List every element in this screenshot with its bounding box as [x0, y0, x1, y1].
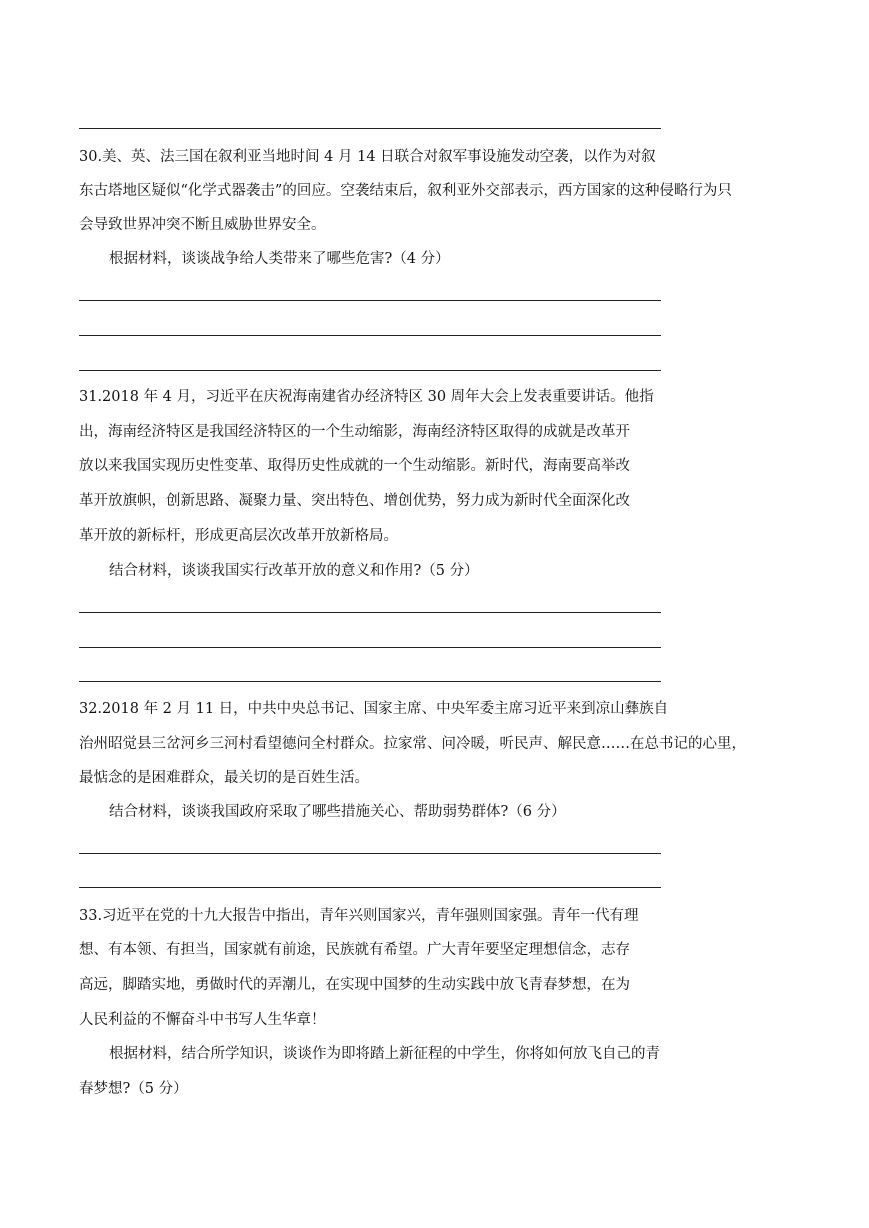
answer-line — [79, 128, 661, 129]
q30-answer-line-3 — [79, 370, 661, 371]
q33-line-1: 33.习近平在党的十九大报告中指出，青年兴则国家兴，青年强则国家强。青年一代有理 — [79, 908, 639, 924]
q33-prompt-line-2: 春梦想?（5 分） — [79, 1081, 188, 1097]
q30-line-2: 东古塔地区疑似“化学式器袭击”的回应。空袭结束后，叙利亚外交部表示，西方国家的这种侵略行为只 — [79, 183, 732, 199]
q31-line-5: 革开放的新标杆，形成更高层次改革开放新格局。 — [79, 528, 398, 544]
q32-answer-line-2 — [79, 887, 661, 888]
q32-prompt: 结合材料，谈谈我国政府采取了哪些措施关心、帮助弱势群体?（6 分） — [109, 804, 566, 820]
q30-answer-line-1 — [79, 300, 661, 301]
q33-line-3: 高远，脚踏实地，勇做时代的弄潮儿，在实现中国梦的生动实践中放飞青春梦想，在为 — [79, 977, 630, 993]
q32-line-2: 治州昭觉县三岔河乡三河村看望德问全村群众。拉家常、问冷暖，听民声、解民意……在总书记的心里， — [79, 736, 746, 752]
q30-line-3: 会导致世界冲突不断且威胁世界安全。 — [79, 217, 326, 233]
q30-line-1: 30.美、英、法三国在叙利亚当地时间 4 月 14 日联合对叙军事设施发动空袭，以作为对叙 — [79, 149, 656, 165]
q31-answer-line-3 — [79, 681, 661, 682]
q30-prompt: 根据材料，谈谈战争给人类带来了哪些危害?（4 分） — [109, 251, 450, 267]
q31-line-2: 出，海南经济特区是我国经济特区的一个生动缩影，海南经济特区取得的成就是改革开 — [79, 424, 630, 440]
q32-answer-line-1 — [79, 853, 661, 854]
q33-line-4: 人民利益的不懈奋斗中书写人生华章！ — [79, 1012, 326, 1028]
q32-line-3: 最惦念的是困难群众，最关切的是百姓生活。 — [79, 770, 369, 786]
q31-answer-line-1 — [79, 612, 661, 613]
q30-answer-line-2 — [79, 335, 661, 336]
q33-line-2: 想、有本领、有担当，国家就有前途，民族就有希望。广大青年要坚定理想信念，志存 — [79, 942, 630, 958]
q31-line-1: 31.2018 年 4 月，习近平在庆祝海南建省办经济特区 30 周年大会上发表重要讲话。他指 — [79, 389, 654, 405]
q31-line-3: 放以来我国实现历史性变革、取得历史性成就的一个生动缩影。新时代，海南要高举改 — [79, 458, 630, 474]
q31-line-4: 革开放旗帜，创新思路、凝聚力量、突出特色、增创优势，努力成为新时代全面深化改 — [79, 493, 630, 509]
q32-line-1: 32.2018 年 2 月 11 日，中共中央总书记、国家主席、中央军委主席习近平来到凉山彝族自 — [79, 701, 669, 717]
q31-prompt: 结合材料，谈谈我国实行改革开放的意义和作用?（5 分） — [109, 563, 479, 579]
q33-prompt-line-1: 根据材料，结合所学知识，谈谈作为即将踏上新征程的中学生，你将如何放飞自己的青 — [109, 1046, 660, 1062]
q31-answer-line-2 — [79, 647, 661, 648]
